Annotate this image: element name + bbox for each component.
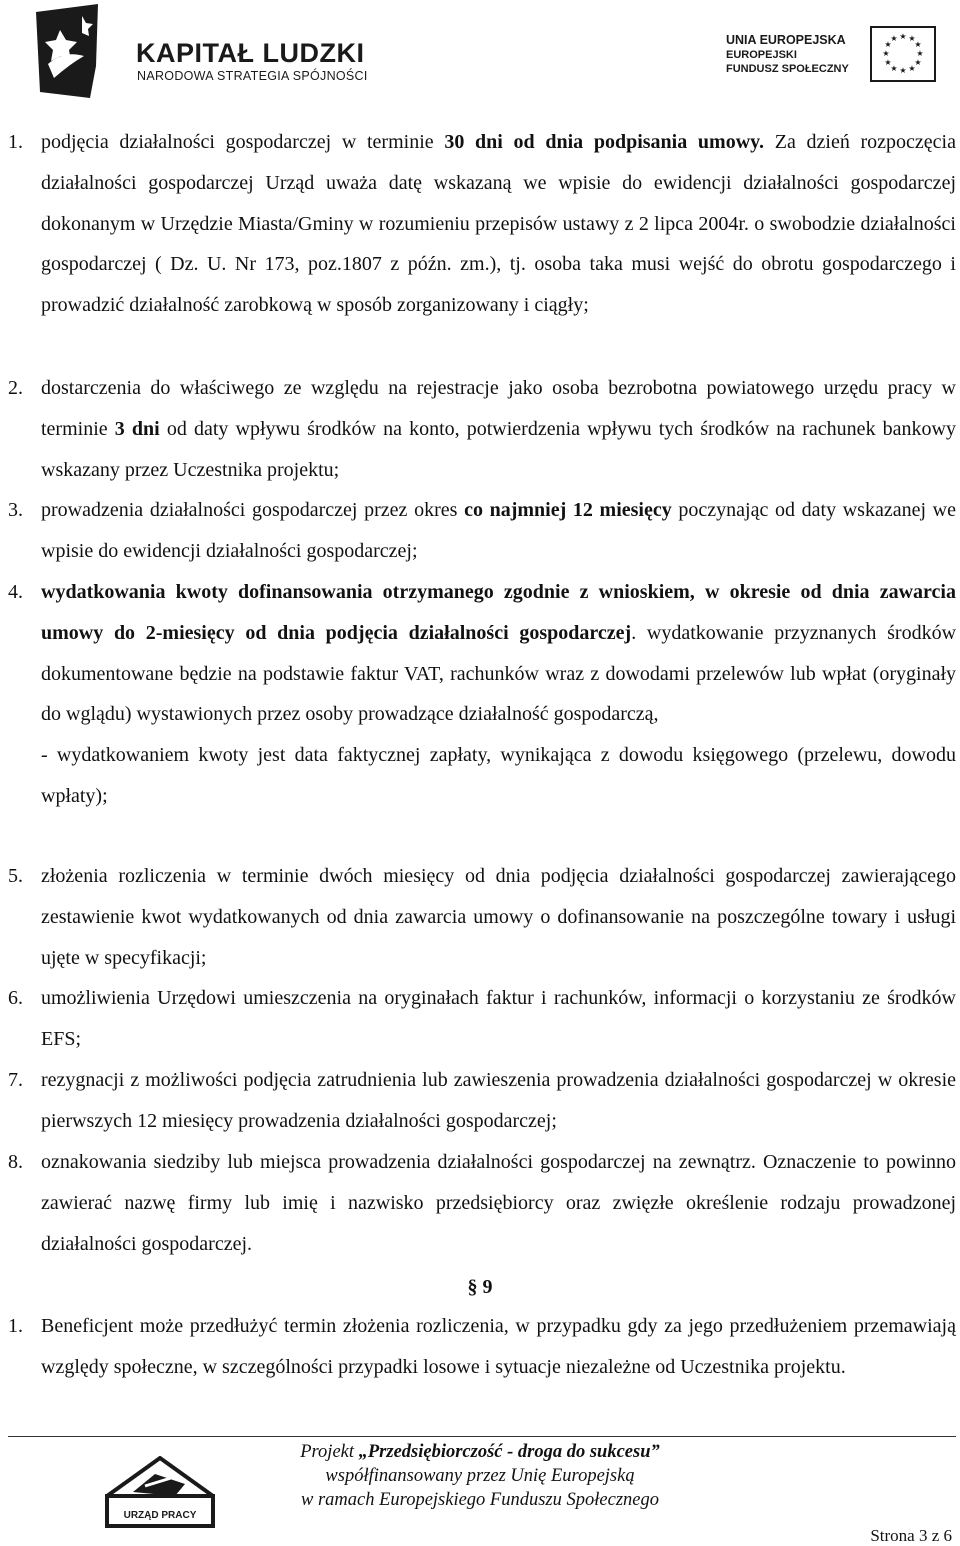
eu-line-1: UNIA EUROPEJSKA [726, 33, 846, 47]
page-footer [0, 1440, 960, 1545]
urzad-pracy-logo-text: URZĄD PRACY [123, 1510, 197, 1521]
page-number: Strona 3 z 6 [870, 1526, 952, 1545]
kapital-ludzki-emblem-icon [30, 4, 110, 100]
text-run: prowadzenia działalności gospodarczej przez okres [41, 499, 465, 521]
text-run: - wydatkowaniem kwoty jest data faktycznej zapłaty, wynikająca z dowodu księgowego (przelewu, dowodu wpłaty); [41, 744, 956, 807]
svg-text:★: ★ [882, 49, 890, 58]
eu-logo [726, 26, 936, 86]
text-run: poczynając od daty wskazanej we wpisie do ewidencji działalności gospodarczej; [41, 499, 956, 562]
bold-text: wydatkowania kwoty dofinansowania otrzymanego zgodnie z wnioskiem, w okresie od dnia zawarcia umowy do 2-miesięcy od dnia podjęcia działalności gospodarczej [41, 581, 956, 644]
list-item-text [41, 1142, 956, 1264]
text-run: umożliwienia Urzędowi umieszczenia na oryginałach faktur i rachunków, informacji o korzystaniu ze środków EFS; [41, 987, 956, 1050]
bold-text: 30 dni od dnia podpisania umowy. [444, 131, 765, 153]
bold-text: co najmniej 12 miesięcy [464, 499, 672, 521]
svg-text:★: ★ [908, 34, 916, 43]
text-run: dostarczenia do właściwego ze względu na rejestracje jako osoba bezrobotna powiatowego urzędu pracy w terminie [41, 377, 956, 440]
list-item-number: 5. [8, 865, 23, 887]
list-item [8, 1060, 956, 1142]
footer-divider [8, 1436, 956, 1437]
list-item-number: 1. [8, 131, 23, 153]
list-item [8, 978, 956, 1060]
list-item [8, 1306, 956, 1388]
text-run: Za dzień rozpoczęcia działalności gospodarczej Urząd uważa datę wskazaną we wpisie do ewidencji działalności gospodarczej dokonanym w Urzędzie Miasta/Gminy w rozumieniu przepisów ustawy z 2 lipca 2004r. o swobodzie działalności gospodarczej ( Dz. U. Nr 173, poz.1807 z późn. zm.), tj. osoba taka musi wejść do obrotu gospodarczego i prowadzić działalność zarobkową w sposób zorganizowany i ciągły; [41, 131, 956, 317]
list-item-number: 6. [8, 987, 23, 1009]
svg-text:★: ★ [899, 66, 907, 75]
text-run: Beneficjent może przedłużyć termin złożenia rozliczenia, w przypadku gdy za jego przedłużeniem przemawiają względy społeczne, w szczególności przypadki losowe i sytuacje niezależne od Uczestnika projektu. [41, 1315, 956, 1378]
list-item-text [41, 1306, 956, 1388]
svg-text:★: ★ [914, 40, 922, 49]
eu-line-3: FUNDUSZ SPOŁECZNY [726, 63, 849, 75]
list-item-text [41, 490, 956, 572]
urzad-pracy-logo [105, 1456, 215, 1530]
text-run: od daty wpływu środków na konto, potwierdzenia wpływu tych środków na rachunek bankowy wskazany przez Uczestnika projektu; [41, 417, 957, 481]
bold-text: 3 dni [114, 417, 160, 440]
text-run: oznakowania siedziby lub miejsca prowadzenia działalności gospodarczej na zewnątrz. Oznaczenie to powinno zawierać nazwę firmy lub imię i nazwisko przedsiębiorcy oraz zwięzłe określenie rodzaju prowadzonej działalności gospodarczej. [41, 1151, 956, 1255]
text-run: podjęcia działalności gospodarczej w terminie [41, 131, 445, 153]
svg-text:★: ★ [908, 64, 916, 73]
list-item [8, 368, 956, 490]
list-item-text [41, 978, 956, 1060]
list-item-number: 8. [8, 1151, 23, 1173]
svg-text:★: ★ [884, 40, 892, 49]
list-item-text [41, 368, 956, 490]
svg-text:★: ★ [899, 32, 907, 41]
svg-text:★: ★ [884, 58, 892, 67]
list-item [8, 490, 956, 572]
paragraph [41, 572, 956, 735]
footer-fund: w ramach Europejskiego Funduszu Społecznego [301, 1490, 659, 1510]
list-item-text [41, 1060, 956, 1142]
text-run: . wydatkowanie przyznanych środków dokumentowane będzie na podstawie faktur VAT, rachunków wraz z dowodami przelewów lub wpłat (oryginały do wglądu) wystawionych przez osoby prowadzące działalność gospodarczą, [41, 621, 957, 726]
list-item-text [41, 856, 956, 978]
kapital-ludzki-title: KAPITAŁ LUDZKI [136, 38, 365, 68]
kapital-ludzki-logo [30, 4, 368, 100]
eu-flag-icon [870, 26, 936, 82]
list-item-number: 4. [8, 581, 23, 603]
footer-project-prefix: Projekt [300, 1442, 359, 1462]
footer-cofinanced: współfinansowany przez Unię Europejską [325, 1466, 635, 1486]
svg-text:★: ★ [890, 64, 898, 73]
svg-text:★: ★ [890, 34, 898, 43]
eu-line-2: EUROPEJSKI [726, 49, 797, 61]
list-item [8, 856, 956, 978]
text-run: rezygnacji z możliwości podjęcia zatrudnienia lub zawieszenia prowadzenia działalności gospodarczej w okresie pierwszych 12 miesięcy prowadzenia działalności gospodarczej; [41, 1069, 956, 1132]
list-item [8, 572, 956, 817]
list-item-number: 7. [8, 1069, 23, 1091]
svg-text:★: ★ [916, 49, 924, 58]
paragraph [41, 735, 956, 817]
text-run: złożenia rozliczenia w terminie dwóch miesięcy od dnia podjęcia działalności gospodarczej zawierającego zestawienie kwot wydatkowanych od dnia zawarcia umowy o dofinansowanie na poszczególne towary i usługi ujęte w specyfikacji; [41, 865, 956, 969]
section-heading: § 9 [467, 1276, 493, 1298]
footer-project-name: „Przedsiębiorczość - droga do sukcesu” [358, 1442, 660, 1462]
list-item-number: 1. [8, 1315, 23, 1337]
list-item [8, 1142, 956, 1264]
list-item-number: 2. [8, 377, 23, 399]
list-item-text [41, 122, 956, 326]
list-item-number: 3. [8, 499, 23, 521]
page-header [0, 0, 960, 110]
kapital-ludzki-subtitle: NARODOWA STRATEGIA SPÓJNOŚCI [137, 69, 368, 83]
list-item-text [41, 572, 956, 817]
footer-project-info [210, 1440, 750, 1512]
list-item [8, 122, 956, 326]
svg-text:★: ★ [914, 58, 922, 67]
